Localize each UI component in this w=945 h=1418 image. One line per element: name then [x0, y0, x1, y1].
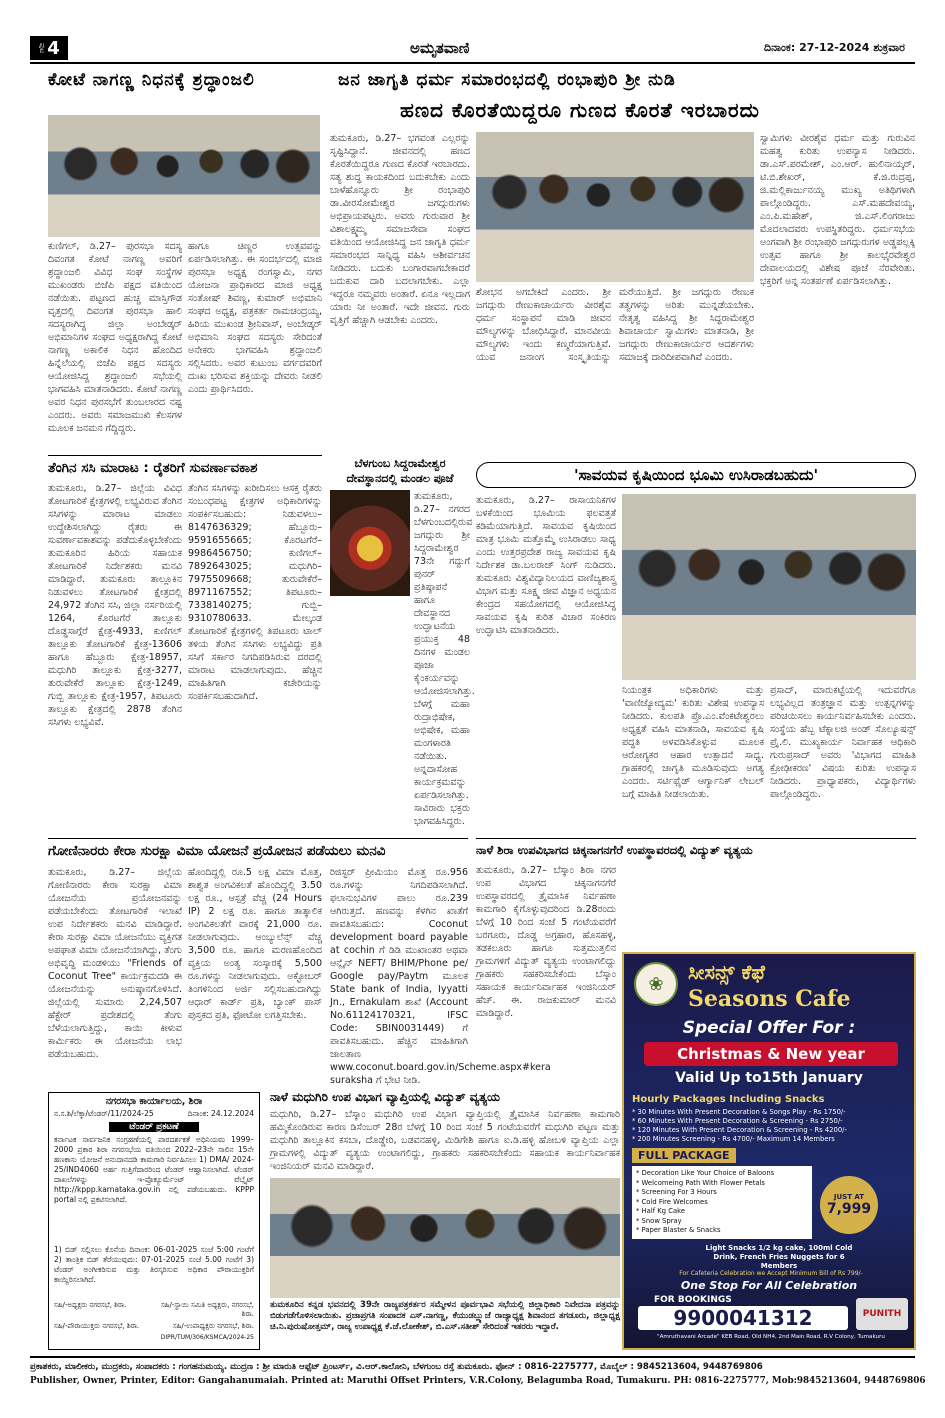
hourly-title: Hourly Packages Including Snacks [632, 1094, 825, 1105]
a2-divider [48, 838, 468, 839]
cafe-name-kannada: ಸೀಸನ್ಸ್ ಕೆಫೆ [688, 960, 765, 984]
a8-caption: ತುಮಕೂರಿನ ಕನ್ನಡ ಭವನದಲ್ಲಿ 39ನೇ ರಾಜ್ಯಪತ್ರಕರ್ತರ ಸಮ್ಮೇಳನ ಪೂರ್ವಭಾವಿ ಸಭೆಯಲ್ಲಿ ಜಿಲ್ಲಾಧಿಕಾರಿ ನಿವೇದನಾ ಪತ್ರವನ್ನು ಬಿಡುಗಡೆಗೊಳಿಸಲಾಯಿತು. ಪ್ರಜಾಪ್ರಗತಿ ಸಂಪಾದಕ ಎಸ್.ನಾಗಣ್ಣ, ಕೆಯುಡಬ್ಲ್ಯುಜೆ ರಾಜ್ಯಾಧ್ಯಕ್ಷ ಶಿವಾನಂದ ತಗಡೂರು, ಜಿಲ್ಲಾಧ್ಯಕ್ಷ ಚಿ.ನಿ.ಪುರುಷೋತ್ತಮ್, ರಾಜ್ಯ ಉಪಾಧ್ಯಕ್ಷ ಕೆ.ಜೆ.ಲೋಕೇಶ್, ಬಿ.ಎಸ್.ಸತೀಶ್ ಸೇರಿದಂತೆ ಇತರರು ಇದ್ದಾರೆ. [270, 1300, 620, 1332]
a8-photo [270, 1178, 620, 1298]
a4-body3: ಸ್ವಾಮಿಗಳು ವೀರಶೈವ ಧರ್ಮ ಮತ್ತು ಗುರುವಿನ ಮಹತ್ವ ಕುರಿತು ಉಪನ್ಯಾಸ ನೀಡಿದರು. ಡಾ.ಎಸ್.ಪರಮೇಶ್, ಎಂ.ಆರ್. ಹುಲಿನಾಯ್ಕರ್, ಟಿ.ಬಿ.ಶೇಖರ್, ಕೆ.ಜಿ.ರುದ್ರಪ್ಪ, ಜಿ.ಮಲ್ಲಿಕಾರ್ಜುನಯ್ಯ ಮುಖ್ಯ ಅತಿಥಿಗಳಾಗಿ ಪಾಲ್ಗೊಂಡಿದ್ದರು. ಎಸ್.ಮಹದೇವಯ್ಯ, ಎಂ.ಪಿ.ಮಹೇಶ್, ಜಿ.ಎಸ್.ಲಿಂಗರಾಜು ಮೊದಲಾದವರು ಉಪಸ್ಥಿತರಿದ್ದರು. ಧರ್ಮಸಭೆಯ ಅಂಗವಾಗಿ ಶ್ರೀ ರಂಭಾಪುರಿ ಜಗದ್ಗುರುಗಳ ಅಡ್ಡಪಲ್ಲಕ್ಕಿ ಉತ್ಸವ ಹಾಗೂ ಶ್ರೀ ಕಾಲಭೈರವೇಶ್ವರ ದೇವಾಲಯದಲ್ಲಿ ವಿಶೇಷ ಪೂಜೆ ನೆರವೇರಿತು. ಭಕ್ತರಿಗೆ ಅನ್ನ ಸಂತರ್ಪಣೆ ಏರ್ಪಡಿಸಲಾಗಿತ್ತು. [760, 133, 915, 287]
a2-headline: ತೆಂಗಿನ ಸಸಿ ಮಾರಾಟ : ರೈತರಿಗೆ ಸುವರ್ಣಾವಕಾಶ [48, 460, 258, 476]
a6-photo [622, 494, 916, 680]
notice-date: ದಿನಾಂಕ: 24.12.2024 [187, 1109, 254, 1118]
footer-line-english: Publisher, Owner, Printer, Editor: Gangahanumaiah. Printed at: Maruthi Offset Printers, V.R.Colony, Belagumba Road, Tumakuru. PH: 0816-2275777, Mob:9845213604, 9448769806 [30, 1376, 926, 1386]
a6-body: ತುಮಕೂರು, ಡಿ.27– ರಾಸಾಯನಿಕಗಳ ಬಳಕೆಯಿಂದ ಭೂಮಿಯ ಫಲವತ್ತತೆ ಕಡಿಮೆಯಾಗುತ್ತಿದೆ. ಸಾವಯವ ಕೃಷಿಯಿಂದ ಮಾತ್ರ ಭೂಮಿ ಮತ್ತೊಮ್ಮೆ ಉಸಿರಾಡಲು ಸಾಧ್ಯ ಎಂದು ಉತ್ತರಪ್ರದೇಶ ರಾಜ್ಯ ಸಾವಯವ ಕೃಷಿ ನಿರ್ದೇಶಕ ಡಾ.ಬಲರಾಜ್ ಸಿಂಗ್ ನುಡಿದರು. ತುಮಕೂರು ವಿಶ್ವವಿದ್ಯಾನಿಲಯದ ವಾಣಿಜ್ಯಶಾಸ್ತ್ರ ವಿಭಾಗ ಮತ್ತು ಸೂಕ್ಷ್ಮ ಜೀವ ವಿಜ್ಞಾನ ಅಧ್ಯಯನ ಕೇಂದ್ರದ ಸಹಯೋಗದಲ್ಲಿ ಆಯೋಜಿಸಿದ್ದ ಸಾವಯವ ಕೃಷಿ ಕುರಿತ ವಿಚಾರ ಸಂಕಿರಣ ಉದ್ಘಾಟಿಸಿ ಮಾತನಾಡಿದರು. [476, 495, 616, 636]
price-value: 7,999 [826, 1201, 872, 1217]
date-line: ದಿನಾಂಕ: 27-12-2024 ಶುಕ್ರವಾರ [763, 41, 905, 54]
notice-ref: ನ.ಸ.ಶಿ/ಲೆಕ್ಕಾ/ಟೆಂಡರ್/11/2024-25 [54, 1109, 154, 1118]
booking-phone: 9900041312 [638, 1306, 848, 1330]
cafe-logo-icon: ❀ [634, 962, 678, 1006]
a6-body3: ಪ್ರಸಾದ್, ಮಾರುಕಟ್ಟೆಯಲ್ಲಿ ಇದುವರೆಗೂ ಲಭ್ಯವಿಲ್ಲದ ತಂತ್ರಜ್ಞಾನ ಮತ್ತು ಉತ್ಪನ್ನಗಳನ್ನು ಪರಿಚಯಿಸಲು ಕಾರ್ಯನಿರ್ವಹಿಸಬೇಕು ಎಂದರು. ಸಂಸ್ಥೆಯ ಹೆಬ್ಬ ಟೆಕ್ನಾಲಜಿ ಅಂಡ್ ಸೊಲ್ಯೂಷನ್ಸ್ ಪ್ರೈ.ಲಿ. ಮುಖ್ಯಕಾರ್ಯ ನಿರ್ವಾಹಕ ಆಧಿಕಾರಿ ಗುರುಪ್ರಸಾದ್ ಅವರು 'ವಿಭಾಗದ ಮಾಹಿತಿ ಕ್ರೋಢೀಕರಣ' ವಿಷಯ ಕುರಿತು ಉಪನ್ಯಾಸ ನೀಡಿದರು. ಪ್ರಾಧ್ಯಾಪಕರು, ವಿದ್ಯಾರ್ಥಿಗಳು ಪಾಲ್ಗೊಂಡಿದ್ದರು. [770, 685, 916, 800]
occasion-banner: Christmas & New year [644, 1042, 898, 1066]
a4-body: ತುಮಕೂರು, ಡಿ.27– ಭಗವಂತ ಎಲ್ಲರನ್ನು ಸೃಷ್ಟಿಸಿದ್ದಾನೆ. ಜೀವನದಲ್ಲಿ ಹಣದ ಕೊರತೆಯಿದ್ದರೂ ಗುಣದ ಕೊರತೆ ಇರಬಾರದು. ಸತ್ಯ ಶುದ್ಧ ಕಾಯಕದಿಂದ ಬದುಕಬೇಕು ಎಂದು ಬಾಳೆಹೊನ್ನೂರು ಶ್ರೀ ರಂಭಾಪುರಿ ಡಾ.ವೀರಸೋಮೇಶ್ವರ ಜಗದ್ಗುರುಗಳು ಅಭಿಪ್ರಾಯಪಟ್ಟರು. ಅವರು ಗುರುವಾರ ಶ್ರೀ ವಿಶಾಲಕ್ಷ್ಮಮ್ಮ ಸಮಾಜಸೇವಾ ಸಂಘದ ವತಿಯಿಂದ ಆಯೋಜಿಸಿದ್ದ ಜನ ಜಾಗೃತಿ ಧರ್ಮ ಸಮಾರಂಭದ ಸಾನ್ನಿಧ್ಯ ವಹಿಸಿ ಆಶೀರ್ವಚನ ನೀಡಿದರು. ಬದುಕು ಬಂಗಾರವಾಗಬೇಕಾದರೆ ಬದುಕುವ ದಾರಿ ಬದಲಾಗಬೇಕು. ಎಲ್ಲಾ ಇದ್ದರೂ ನಮ್ಮವರು ಅಂತಾರೆ. ಏನೂ ಇಲ್ಲದಾಗ ಯಾರು ನೀ ಅಂತಾರೆ. ಇದೇ ಜೀವನ. ಗುರು ವೃತ್ತಿಗೆ ಹೆಚ್ಚಾಗಿ ಆಡಬೇಕು ಎಂದರು. [330, 133, 470, 326]
hourly-item: * 200 Minutes Screening - Rs 4700/- Maximum 14 Members [632, 1135, 835, 1143]
full-package-list [632, 1166, 812, 1239]
seasons-cafe-ad [622, 952, 916, 1350]
a1-divider [48, 455, 322, 456]
package-item: * Decoration Like Your Choice of Baloons [636, 1169, 775, 1177]
a8-headline: ನಾಳೆ ಮಧುಗಿರಿ ಉಪ ವಿಭಾಗ ವ್ಯಾಪ್ತಿಯಲ್ಲಿ ವಿದ್ಯುತ್ ವ್ಯತ್ಯಯ [270, 1090, 500, 1104]
page-label: ಪುಟ [38, 42, 47, 54]
snacks-info: Light Snacks 1/2 kg cake, 100ml Cold Drink, French Fries Nuggets for 6 Members [705, 1244, 853, 1270]
a8-body: ಮಧುಗಿರಿ, ಡಿ.27– ಬೆಸ್ಕಾಂ ಮಧುಗಿರಿ ಉಪ ವಿಭಾಗ ವ್ಯಾಪ್ತಿಯಲ್ಲಿ ತ್ರೈಮಾಸಿಕ ನಿರ್ವಹಣಾ ಕಾಮಗಾರಿ ಹಮ್ಮಿಕೊಂಡಿರುವ ಕಾರಣ ಡಿಸೆಂಬರ್ 28ರ ಬೆಳಗ್ಗೆ 10 ರಿಂದ ಸಂಜೆ 5 ಗಂಟೆಯವರೆಗೆ ಮಧುಗಿರಿ ಪಟ್ಟಣ ಮತ್ತು ಮಧುಗಿರಿ ತಾಲ್ಲೂಕಿನ ಕಸಬಾ, ದೊಡ್ಡೇರಿ, ಬಡವನಹಳ್ಳಿ, ಮಿಡಿಗೇಶಿ ಹಾಗೂ ಐ.ಡಿ.ಹಳ್ಳಿ ಹೋಬಳಿ ವ್ಯಾಪ್ತಿಯ ಎಲ್ಲಾ ಗ್ರಾಮಗಳಲ್ಲಿ ವಿದ್ಯುತ್ ವ್ಯತ್ಯಯ ಉಂಟಾಗಲಿದ್ದು, ಗ್ರಾಹಕರು ಸಹಕರಿಸಬೇಕೆಂದು ಸಹಾಯಕ ಕಾರ್ಯನಿರ್ವಾಹಕ ಇಂಜಿನಿಯರ್ ಮನವಿ ಮಾಡಿದ್ದಾರೆ. [270, 1109, 620, 1172]
a3-body2: ಹೊಂದಿದ್ದಲ್ಲಿ ರೂ.5 ಲಕ್ಷ ವಿಮಾ ಮೊತ್ತ, ಶಾಶ್ವತ ಅಂಗವಿಕಲತೆ ಹೊಂದಿದ್ದಲ್ಲಿ 3.50 ಲಕ್ಷ ರೂ., ಆಸ್ಪತ್ರೆ ವೆಚ್ಚ (24 Hours IP) 2 ಲಕ್ಷ ರೂ. ಹಾಗೂ ತಾತ್ಕಾಲಿಕ ಅಂಗವಿಕಲತೆಗೆ ವಾರಕ್ಕೆ 21,000 ರೂ. ನೀಡಲಾಗುವುದು. ಆಂಬ್ಯುಲೆನ್ಸ್ ವೆಚ್ಚ 3,500 ರೂ. ಹಾಗೂ ಮರಣಹೊಂದಿದ ವ್ಯಕ್ತಿಯ ಅಂತ್ಯ ಸಂಸ್ಕಾರಕ್ಕೆ 5,500 ರೂ.ಗಳನ್ನು ನೀಡಲಾಗುವುದು. ಅಕ್ಟೋಬರ್ ತಿಂಗಳಿನಿಂದ ಅರ್ಜಿ ಸಲ್ಲಿಸಬಹುದಾಗಿದ್ದು ಆಧಾರ್ ಕಾರ್ಡ್ ಪ್ರತಿ, ಬ್ಯಾಂಕ್ ಪಾಸ್ ಪುಸ್ತಕದ ಪ್ರತಿ, ಫೋಟೋ ಲಗತ್ತಿಸಬೇಕು. [188, 867, 322, 1021]
a2-body2: ತೆಂಗಿನ ಸಸಿಗಳನ್ನು ಖರೀದಿಸಲು ಆಸಕ್ತ ರೈತರು ಸಂಬಂಧಪಟ್ಟ ಕ್ಷೇತ್ರಗಳ ಅಧಿಕಾರಿಗಳನ್ನು ಸಂಪರ್ಕಿಸಬಹುದು: ನಿಡುವಳಲು–8147636329; ಹೆಬ್ಬೂರು–9591655665; ಕೊರಟಗೆರೆ–9986456750; ಕುಣಿಗಲ್–7892643025; ಮಧುಗಿರಿ–7975509668; ತುರುವೇಕೆರೆ–8971167552; ತಿಪಟೂರು–7338140275; ಗುಬ್ಬಿ–9310780633. ಮೇಲ್ಕಂಡ ತೋಟಗಾರಿಕೆ ಕ್ಷೇತ್ರಗಳಲ್ಲಿ ತಿಪಟೂರು ಟಾಲ್ ತಳಿಯ ತೆಂಗಿನ ಸಸಿಗಳು ಲಭ್ಯವಿದ್ದು ಪ್ರತಿ ಸಸಿಗೆ ಸರ್ಕಾರ ನಿಗದಿಪಡಿಸಿರುವ ದರದಲ್ಲಿ ಮಾರಾಟ ಮಾಡಲಾಗುವುದು. ಹೆಚ್ಚಿನ ಮಾಹಿತಿಗಾಗಿ ಕಚೇರಿಯನ್ನು ಸಂಪರ್ಕಿಸಬಹುದಾಗಿದೆ. [188, 483, 322, 702]
one-stop: One Stop For All Celebration [680, 1279, 858, 1292]
special-offer: Special Offer For : [682, 1018, 856, 1038]
a7-headline: ನಾಳೆ ಶಿರಾ ಉಪವಿಭಾಗದ ಚಿಕ್ಕನಾಗನಗೆರೆ ಉಪಸ್ಥಾವರದಲ್ಲಿ ವಿದ್ಯುತ್ ವ್ಯತ್ಯಯ [476, 843, 753, 857]
price-badge [820, 1176, 878, 1234]
paper-name: ಅಮೃತವಾಣಿ [410, 39, 470, 57]
cafe-name-english: Seasons Cafe [688, 986, 851, 1012]
notice-sig1: ಸಹಿ/-ಅಧ್ಯಕ್ಷರು ನಗರಸಭೆ, ಶಿರಾ. [54, 1301, 127, 1309]
bookings-label: FOR BOOKINGS [654, 1295, 732, 1305]
masthead-rule [30, 62, 915, 64]
notice-sig4: ಸಹಿ/-ಉಪಾಧ್ಯಕ್ಷರು ನಗರಸಭೆ, ಶಿರಾ. [172, 1322, 254, 1330]
footer-rule [30, 1356, 915, 1358]
a6-headline-box [476, 462, 916, 488]
package-item: * Welcomeing Path With Flower Petals [636, 1178, 765, 1187]
a3-headline: ಗೋಣಿನಾರರು ಕೇರಾ ಸುರಕ್ಷಾ ವಿಮಾ ಯೋಜನೆ ಪ್ರಯೋಜನ ಪಡೆಯಲು ಮನವಿ [48, 843, 386, 859]
notice-code: DIPR/TUM/306/KSMCA/2024-25 [160, 1334, 254, 1341]
a1-headline: ಕೋಟೆ ನಾಗಣ್ಣ ನಿಧನಕ್ಕೆ ಶ್ರದ್ಧಾಂಜಲಿ [48, 70, 255, 90]
notice-title: ಟೆಂಡರ್ ಪ್ರಕಟಣೆ [109, 1122, 199, 1132]
sponsor-logo: PUNITH [856, 1298, 908, 1330]
a7-body: ತುಮಕೂರು, ಡಿ.27– ಬೆಸ್ಕಾಂ ಶಿರಾ ನಗರ ಉಪ ವಿಭಾಗದ ಚಿಕ್ಕನಾಗನಗೆರೆ ಉಪಸ್ಥಾವರದಲ್ಲಿ ತ್ರೈಮಾಸಿಕ ನಿರ್ವಹಣಾ ಕಾಮಗಾರಿ ಕೈಗೊಳ್ಳುವುದರಿಂದ ಡಿ.28ರಂದು ಬೆಳಗ್ಗೆ 10 ರಿಂದ ಸಂಜೆ 5 ಗಂಟೆಯವರೆಗೆ ಬರಗೂರು, ದೊಡ್ಡ ಅಗ್ರಹಾರ, ಹೊಸಹಳ್ಳಿ, ತಡಕಲೂರು ಹಾಗೂ ಸುತ್ತಮುತ್ತಲಿನ ಗ್ರಾಮಗಳಿಗೆ ವಿದ್ಯುತ್ ವ್ಯತ್ಯಯ ಉಂಟಾಗಲಿದ್ದು ಗ್ರಾಹಕರು ಸಹಕರಿಸಬೇಕೆಂದು ಬೆಸ್ಕಾಂ ಸಹಾಯಕ ಕಾರ್ಯನಿರ್ವಾಹಕ ಇಂಜಿನಿಯರ್ ಹೆಚ್. ಈ. ರಾಜಕುಮಾರ್ ಮನವಿ ಮಾಡಿದ್ದಾರೆ. [476, 865, 616, 1019]
footer-line-kannada: ಪ್ರಕಾಶಕರು, ಮಾಲೀಕರು, ಮುದ್ರಕರು, ಸಂಪಾದಕರು : ಗಂಗಹನುಮಯ್ಯ. ಮುದ್ರಣ : ಶ್ರೀ ಮಾರುತಿ ಆಫ್ಸೆಟ್ ಪ್ರಿಂಟರ್ಸ್, ವಿ.ಆರ್.ಕಾಲೋನಿ, ಬೆಳಗುಂಬ ರಸ್ತೆ ತುಮಕೂರು. ಫೋನ್ : 0816-2275777, ಮೊಬೈಲ್ : 9845213604, 9448769806 [30, 1362, 763, 1372]
a4-body2: ಶೋಭನ ಅಗಬೇಕಿದೆ ಎಂದರು. ಶ್ರೀ ಜಗದ್ಗುರು ರೇಣುಕಾಚಾರ್ಯರು ವೀರಶೈವ ಧರ್ಮ ಸಂಸ್ಥಾಪನೆ ಮಾಡಿ ಜೀವನ ಮೌಲ್ಯಗಳನ್ನು ಬೋಧಿಸಿದ್ದಾರೆ. ಮಾನವೀಯ ಮೌಲ್ಯಗಳು ಇಂದು ಕಣ್ಮರೆಯಾಗುತ್ತಿವೆ. ಯುವ ಜನಾಂಗ ಸಂಸ್ಕೃತಿಯನ್ನು ಮರೆಯುತ್ತಿದೆ. ಶ್ರೀ ಜಗದ್ಗುರು ರೇಣುಕ ತತ್ವಗಳನ್ನು ಅರಿತು ಮುನ್ನಡೆಯಬೇಕು. ನೇತೃತ್ವ ವಹಿಸಿದ್ದ ಶ್ರೀ ಸಿದ್ಧರಾಮೇಶ್ವರ ಶಿವಾಚಾರ್ಯ ಸ್ವಾಮಿಗಳು ಮಾತನಾಡಿ, ಶ್ರೀ ಜಗದ್ಗುರು ರೇಣುಕಾಚಾರ್ಯರ ಆದರ್ಶಗಳು ಸಮಾಜಕ್ಕೆ ದಾರಿದೀಪವಾಗಿವೆ ಎಂದರು. [476, 287, 754, 363]
a4-headline: ಜನ ಜಾಗೃತಿ ಧರ್ಮ ಸಮಾರಂಭದಲ್ಲಿ ರಂಭಾಪುರಿ ಶ್ರೀ ನುಡಿ [338, 70, 676, 90]
cafe-address: "Amruthavani Arcade" KEB Road, Old NH4, 2nd Main Road, R.V Colony, Tumakuru [657, 1334, 885, 1340]
a3-body3: ರಿಜಿಸ್ಟರ್ ಪ್ರೀಮಿಯಂ ಮೊತ್ತ ರೂ.956 ರೂ.ಗಳನ್ನು ನಿಗದಿಪಡಿಸಲಾಗಿದೆ. ಫಲಾನುಭವಿಗಳ ಪಾಲು ರೂ.239 ಆಗಿರುತ್ತದೆ. ಹಣವನ್ನು ಕೆಳಗಿನ ಖಾತೆಗೆ ಪಾವತಿಸಬಹುದು: Coconut development board payable at cochin ಗೆ ಡಿಡಿ ಮುಖಾಂತರ ಅಥವಾ ಆನ್ಲೈನ್ NEFT/ BHIM/Phone pe/ Google pay/Paytm ಮೂಲಕ State bank of India, Iyyatti Jn., Ernakulam ಶಾಖೆ (Account No.61124170321, IFSC Code: SBIN0031449) ಗೆ ಪಾವತಿಸಬಹುದು. ಹೆಚ್ಚಿನ ಮಾಹಿತಿಗಾಗಿ ಜಾಲತಾಣ www.coconut.board.gov.in/Scheme.aspx#kera suraksha ಗೆ ಭೇಟಿ ನೀಡಿ. [330, 867, 551, 1086]
package-item: * Paper Blaster & Snacks [636, 1226, 721, 1234]
cafeteria-info: For Cafeteria Celebration we Accept Minimum Bill of Rs 799/- [679, 1270, 863, 1277]
notice-sig3: ಸಹಿ/-ಸ್ಥಾಯಿ ಸಮಿತಿ ಅಧ್ಯಕ್ಷರು, ನಗರಸಭೆ, ಶಿರಾ. [160, 1301, 254, 1318]
full-package-title: FULL PACKAGE [632, 1148, 736, 1163]
a7-divider [476, 838, 916, 839]
page-number: 4 [47, 37, 60, 59]
a6-body2: ನಿಯಂತ್ರಕ ಅಧಿಕಾರಿಗಳು ಮತ್ತು 'ವಾಣಿಜ್ಯೋದ್ಯಮ' ಕುರಿತು ವಿಶೇಷ ಉಪನ್ಯಾಸ ನೀಡಿದರು. ಕುಲಪತಿ ಪ್ರೊ.ಎಂ.ವೆಂಕಟೇಶ್ವರಲು ಅಧ್ಯಕ್ಷತೆ ವಹಿಸಿ ಮಾತನಾಡಿ, ಸಾವಯವ ಕೃಷಿ ಪದ್ಧತಿ ಅಳವಡಿಸಿಕೊಳ್ಳುವ ಮೂಲಕ ಆರೋಗ್ಯಕರ ಆಹಾರ ಉತ್ಪಾದನೆ ಸಾಧ್ಯ. ಗ್ರಾಹಕರಲ್ಲಿ ಜಾಗೃತಿ ಮೂಡಿಸುವುದು ಅಗತ್ಯ ಎಂದರು. ಸರ್ಟಿಫೈಡ್ ಆರ್ಗ್ಯಾನಿಕ್ ಲೇಬಲ್ ಬಗ್ಗೆ ಮಾಹಿತಿ ನೀಡಲಾಯಿತು. [622, 685, 764, 800]
valid-until: Valid Up to15th January [675, 1070, 863, 1086]
a5-headline: ಬೆಳಗುಂಬ ಸಿದ್ದರಾಮೇಶ್ವರ ದೇವಸ್ಥಾನದಲ್ಲಿ ಮಂಡಲ ಪೂಜೆ [346, 457, 454, 485]
notice-sig2: ಸಹಿ/-ಪೌರಾಯುಕ್ತರು ನಗರಸಭೆ, ಶಿರಾ. [54, 1322, 140, 1330]
hourly-item: * 60 Minutes With Present Decoration & Screening - Rs 2750/- [632, 1117, 843, 1125]
package-item: * Snow Spray [636, 1216, 682, 1225]
a1-photo [48, 115, 320, 237]
notice-office: ನಗರಸಭಾ ಕಾರ್ಯಾಲಯ, ಶಿರಾ [105, 1096, 203, 1107]
masthead [30, 36, 915, 62]
a1-body2: ಹಾಗೂ ಚಿಣ್ಣರ ಉತ್ಸವವನ್ನು ಏರ್ಪಡಿಸಲಾಗಿತ್ತು. ಈ ಸಂದರ್ಭದಲ್ಲಿ ಮಾಜಿ ಪುರಸಭಾ ಅಧ್ಯಕ್ಷ ರಂಗಸ್ವಾಮಿ, ನಗರ ಯೋಜನಾ ಪ್ರಾಧಿಕಾರದ ಮಾಜಿ ಅಧ್ಯಕ್ಷ ಸಂತೋಷ್ ಶಿವಣ್ಣ, ಕುಮಾರ್ ಅಭಿಮಾನಿ ಸಂಘದ ಅಧ್ಯಕ್ಷ, ಪತ್ರಕರ್ತ ರಾಮಚಂದ್ರಯ್ಯ, ಹಿರಿಯ ಮುಖಂಡ ಶ್ರೀನಿವಾಸ್, ಅಂಬೇಡ್ಕರ್ ಅಭಿಮಾನಿ ಸಂಘದ ಸದಸ್ಯರು ಸೇರಿದಂತೆ ಅನೇಕರು ಭಾಗವಹಿಸಿ ಶ್ರದ್ಧಾಂಜಲಿ ಸಲ್ಲಿಸಿದರು. ಅವರ ಕುಟುಂಬ ವರ್ಗದವರಿಗೆ ದುಃಖ ಭರಿಸುವ ಶಕ್ತಿಯನ್ನು ದೇವರು ನೀಡಲಿ ಎಂದು ಪ್ರಾರ್ಥಿಸಿದರು. [188, 241, 322, 395]
a2-body: ತುಮಕೂರು, ಡಿ.27– ಜಿಲ್ಲೆಯ ವಿವಿಧ ತೋಟಗಾರಿಕೆ ಕ್ಷೇತ್ರಗಳಲ್ಲಿ ಲಭ್ಯವಿರುವ ತೆಂಗಿನ ಸಸಿಗಳನ್ನು ಮಾರಾಟ ಮಾಡಲು ಉದ್ದೇಶಿಸಲಾಗಿದ್ದು ರೈತರು ಈ ಸುವರ್ಣಾವಕಾಶವನ್ನು ಪಡೆದುಕೊಳ್ಳಬೇಕೆಂದು ತುಮಕೂರಿನ ಹಿರಿಯ ಸಹಾಯಕ ತೋಟಗಾರಿಕೆ ನಿರ್ದೇಶಕರು ಮನವಿ ಮಾಡಿದ್ದಾರೆ. ತುಮಕೂರು ತಾಲ್ಲೂಕಿನ ನಿಡುವಳಲು ತೋಟಗಾರಿಕೆ ಕ್ಷೇತ್ರದಲ್ಲಿ 24,972 ತೆಂಗಿನ ಸಸಿ, ಜಿಲ್ಲಾ ನರ್ಸರಿಯಲ್ಲಿ 1264, ಕೊರಟಗೆರೆ ತಾಲ್ಲೂಕು ದೊಡ್ಡಸಾಗ್ಗೆರೆ ಕ್ಷೇತ್ರ-4933, ಕುಣಿಗಲ್ ತಾಲ್ಲೂಕು ತೋಟಗಾರಿಕೆ ಕ್ಷೇತ್ರ-13606 ಹಾಗೂ ಹೆಬ್ಬೂರು ಕ್ಷೇತ್ರ-18957, ಮಧುಗಿರಿ ತಾಲ್ಲೂಕು ಕ್ಷೇತ್ರ-3277, ತುರುವೇಕೆರೆ ತಾಲ್ಲೂಕು ಕ್ಷೇತ್ರ-1249, ಗುಬ್ಬಿ ತಾಲ್ಲೂಕು ಕ್ಷೇತ್ರ-1957, ತಿಪಟೂರು ತಾಲ್ಲೂಕು ಕ್ಷೇತ್ರದಲ್ಲಿ 2878 ತೆಂಗಿನ ಸಸಿಗಳು ಲಭ್ಯವಿವೆ. [48, 483, 182, 728]
a4-headline2: ಹಣದ ಕೊರತೆಯಿದ್ದರೂ ಗುಣದ ಕೊರತೆ ಇರಬಾರದು [400, 98, 760, 122]
package-item: * Cold Fire Welcomes [636, 1197, 708, 1206]
price-label: JUST AT [833, 1193, 865, 1201]
page-number-box [30, 36, 68, 60]
notice-dates: 1) ಬಿಡ್ ಸಲ್ಲಿಸಲು ಕೊನೆಯ ದಿನಾಂಕ: 06-01-2025 ಸಂಜೆ 5:00 ಗಂಟೆಗೆ 2) ತಾಂತ್ರಿಕ ಬಿಡ್ ತೆರೆಯುವುದು: 07-01-2025 ಸಂಜೆ 5.00 ಗಂಟೆಗೆ 3) ಟೆಂಡರ್ ಅಂಗೀಕರಿಸುವ ಮತ್ತು ತಿರಸ್ಕರಿಸುವ ಅಧಿಕಾರ ಪೌರಾಯುಕ್ತರಿಗೆ ಕಾಯ್ದಿರಿಸಲಾಗಿದೆ. [54, 1245, 254, 1284]
tender-notice [48, 1092, 260, 1350]
a6-headline: 'ಸಾವಯವ ಕೃಷಿಯಿಂದ ಭೂಮಿ ಉಸಿರಾಡಬಹುದು' [573, 466, 819, 484]
package-item: * Half Kg Cake [636, 1207, 685, 1215]
hourly-item: * 120 Minutes With Present Decoration & Screening - Rs 4200/- [632, 1126, 847, 1134]
hourly-item: * 30 Minutes With Present Decoration & Songs Play - Rs 1750/- [632, 1108, 846, 1116]
a3-body: ತುಮಕೂರು, ಡಿ.27– ಜಿಲ್ಲೆಯ ಗೋಣಿನಾರರು ಕೇರಾ ಸುರಕ್ಷಾ ವಿಮಾ ಯೋಜನೆಯ ಪ್ರಯೋಜನವನ್ನು ಪಡೆಯಬೇಕೆಂದು ತೋಟಗಾರಿಕೆ ಇಲಾಖೆ ಉಪ ನಿರ್ದೇಶಕರು ಮನವಿ ಮಾಡಿದ್ದಾರೆ. ಕೇರಾ ಸುರಕ್ಷಾ ವಿಮಾ ಯೋಜನೆಯು ವ್ಯಕ್ತಿಗತ ಅಪಘಾತ ವಿಮಾ ಯೋಜನೆಯಾಗಿದ್ದು, ತೆಂಗು ಅಭಿವೃದ್ಧಿ ಮಂಡಳಿಯು "Friends of Coconut Tree" ಕಾರ್ಯಕ್ರಮದಡಿ ಈ ಯೋಜನೆಯನ್ನು ಅನುಷ್ಠಾನಗೊಳಿಸಿದೆ. ಜಿಲ್ಲೆಯಲ್ಲಿ ಸುಮಾರು 2,24,507 ಹೆಕ್ಟೇರ್ ಪ್ರದೇಶದಲ್ಲಿ ತೆಂಗು ಬೆಳೆಯಲಾಗುತ್ತಿದ್ದು, ಕಾಯಿ ಕೀಳುವ ಕಾರ್ಮಿಕರು ಈ ಯೋಜನೆಯ ಲಾಭ ಪಡೆಯಬಹುದು. [48, 867, 182, 1060]
a5-body: ತುಮಕೂರು, ಡಿ.27– ನಗರದ ಬೆಳಗುಂಬದಲ್ಲಿರುವ ಜಗದ್ಗುರು ಶ್ರೀ ಸಿದ್ದರಾಮೇಶ್ವರ 73ನೇ ಗದ್ದುಗೆ ಪುನರ್ ಪ್ರತಿಷ್ಠಾಪನೆ ಹಾಗೂ ದೇವಸ್ಥಾನದ ಉದ್ಘಾಟನೆಯ ಪ್ರಯುಕ್ತ 48 ದಿನಗಳ ಮಂಡಲ ಪೂಜಾ ಕೈಂಕರ್ಯವನ್ನು ಆಯೋಜಿಸಲಾಗಿತ್ತು. ಬೆಳಗ್ಗೆ ಮಹಾ ರುದ್ರಾಭಿಷೇಕ, ಅಭಿಷೇಕ, ಮಹಾ ಮಂಗಳಾರತಿ ನಡೆಯಿತು. ಅನ್ನದಾಸೋಹ ಕಾರ್ಯಕ್ರಮವನ್ನು ಏರ್ಪಡಿಸಲಾಗಿತ್ತು. ಸಾವಿರಾರು ಭಕ್ತರು ಭಾಗವಹಿಸಿದ್ದರು. [414, 491, 475, 827]
a1-body: ಕುಣಿಗಲ್, ಡಿ.27– ಪುರಸಭಾ ಸದಸ್ಯ ದಿವಂಗತ ಕೋಟೆ ನಾಗಣ್ಣ ಅವರಿಗೆ ಶ್ರದ್ಧಾಂಜಲಿ ವಿವಿಧ ಸಂಘ ಸಂಸ್ಥೆಗಳ ಮುಖಂಡರು ಬಿಜೆಪಿ ಪಕ್ಷದ ವತಿಯಿಂದ ನಡೆಯಿತು. ಪಟ್ಟಣದ ಹುಚ್ಚ ಮಾಸ್ತಿಗೌಡ ವೃತ್ತದಲ್ಲಿ ದಿವಂಗತ ಪುರಸಭಾ ಹಾಲಿ ಸದಸ್ಯರಾಗಿದ್ದ ಜಿಲ್ಲಾ ಅಂಬೇಡ್ಕರ್ ಅಭಿಮಾನಿಗಳ ಸಂಘದ ಅಧ್ಯಕ್ಷರಾಗಿದ್ದ ಕೋಟೆ ನಾಗಣ್ಣ ಅಕಾಲಿಕ ನಿಧನ ಹೊಂದಿದ ಹಿನ್ನೆಲೆಯಲ್ಲಿ ಬಿಜೆಪಿ ಪಕ್ಷದ ಸದಸ್ಯರು ಆಯೋಜಿಸಿದ್ದ ಶ್ರದ್ಧಾಂಜಲಿ ಸಭೆಯಲ್ಲಿ ಭಾಗವಹಿಸಿ ಮಾತನಾಡಿದರು. ಕೋಟೆ ನಾಗಣ್ಣ ಅವರ ನಿಧನ ಪುರಸಭೆಗೆ ತುಂಬಲಾರದ ನಷ್ಟ ಎಂದರು. ಅವರು ಸಮಾಜಮುಖಿ ಕೆಲಸಗಳ ಮೂಲಕ ಜನಮನ ಗೆದ್ದಿದ್ದರು. [48, 241, 182, 434]
package-item: * Screening For 3 Hours [636, 1188, 717, 1196]
a4-photo [476, 132, 754, 282]
notice-body: ಕರ್ನಾಟಕ ಸಾರ್ವಜನಿಕ ಸಂಗ್ರಹಣೆಯಲ್ಲಿ ಪಾರದರ್ಶಕತೆ ಅಧಿನಿಯಮ 1999–2000 ಪ್ರಕಾರ ಶಿರಾ ನಗರಸಭೆಯ ವತಿಯಿಂದ 2022–23ನೇ ಸಾಲಿನ 15ನೇ ಹಣಕಾಸು ಯೋಜನೆ ಅನುದಾನದಡಿ ಕಾಮಗಾರಿ ನಿರ್ವಹಿಸಲು 1) DMA/ 2024-25/IND4060 ಅರ್ಹ ಗುತ್ತಿಗೆದಾರರಿಂದ ಟೆಂಡರ್ ಆಹ್ವಾನಿಸಲಾಗಿದೆ. ಟೆಂಡರ್ ದಾಖಲೆಗಳನ್ನು ಇ-ಪ್ರೊಕ್ಯೂರ್ಮೆಂಟ್ ವೆಬ್ಸೈಟ್ http://kppp.karnataka.gov.in ನಲ್ಲಿ ಪಡೆಯಬಹುದು. KPPP portal ನಲ್ಲಿ ಪ್ರಕಟಿಸಲಾಗಿದೆ. [54, 1135, 254, 1204]
hourly-list [632, 1108, 912, 1144]
